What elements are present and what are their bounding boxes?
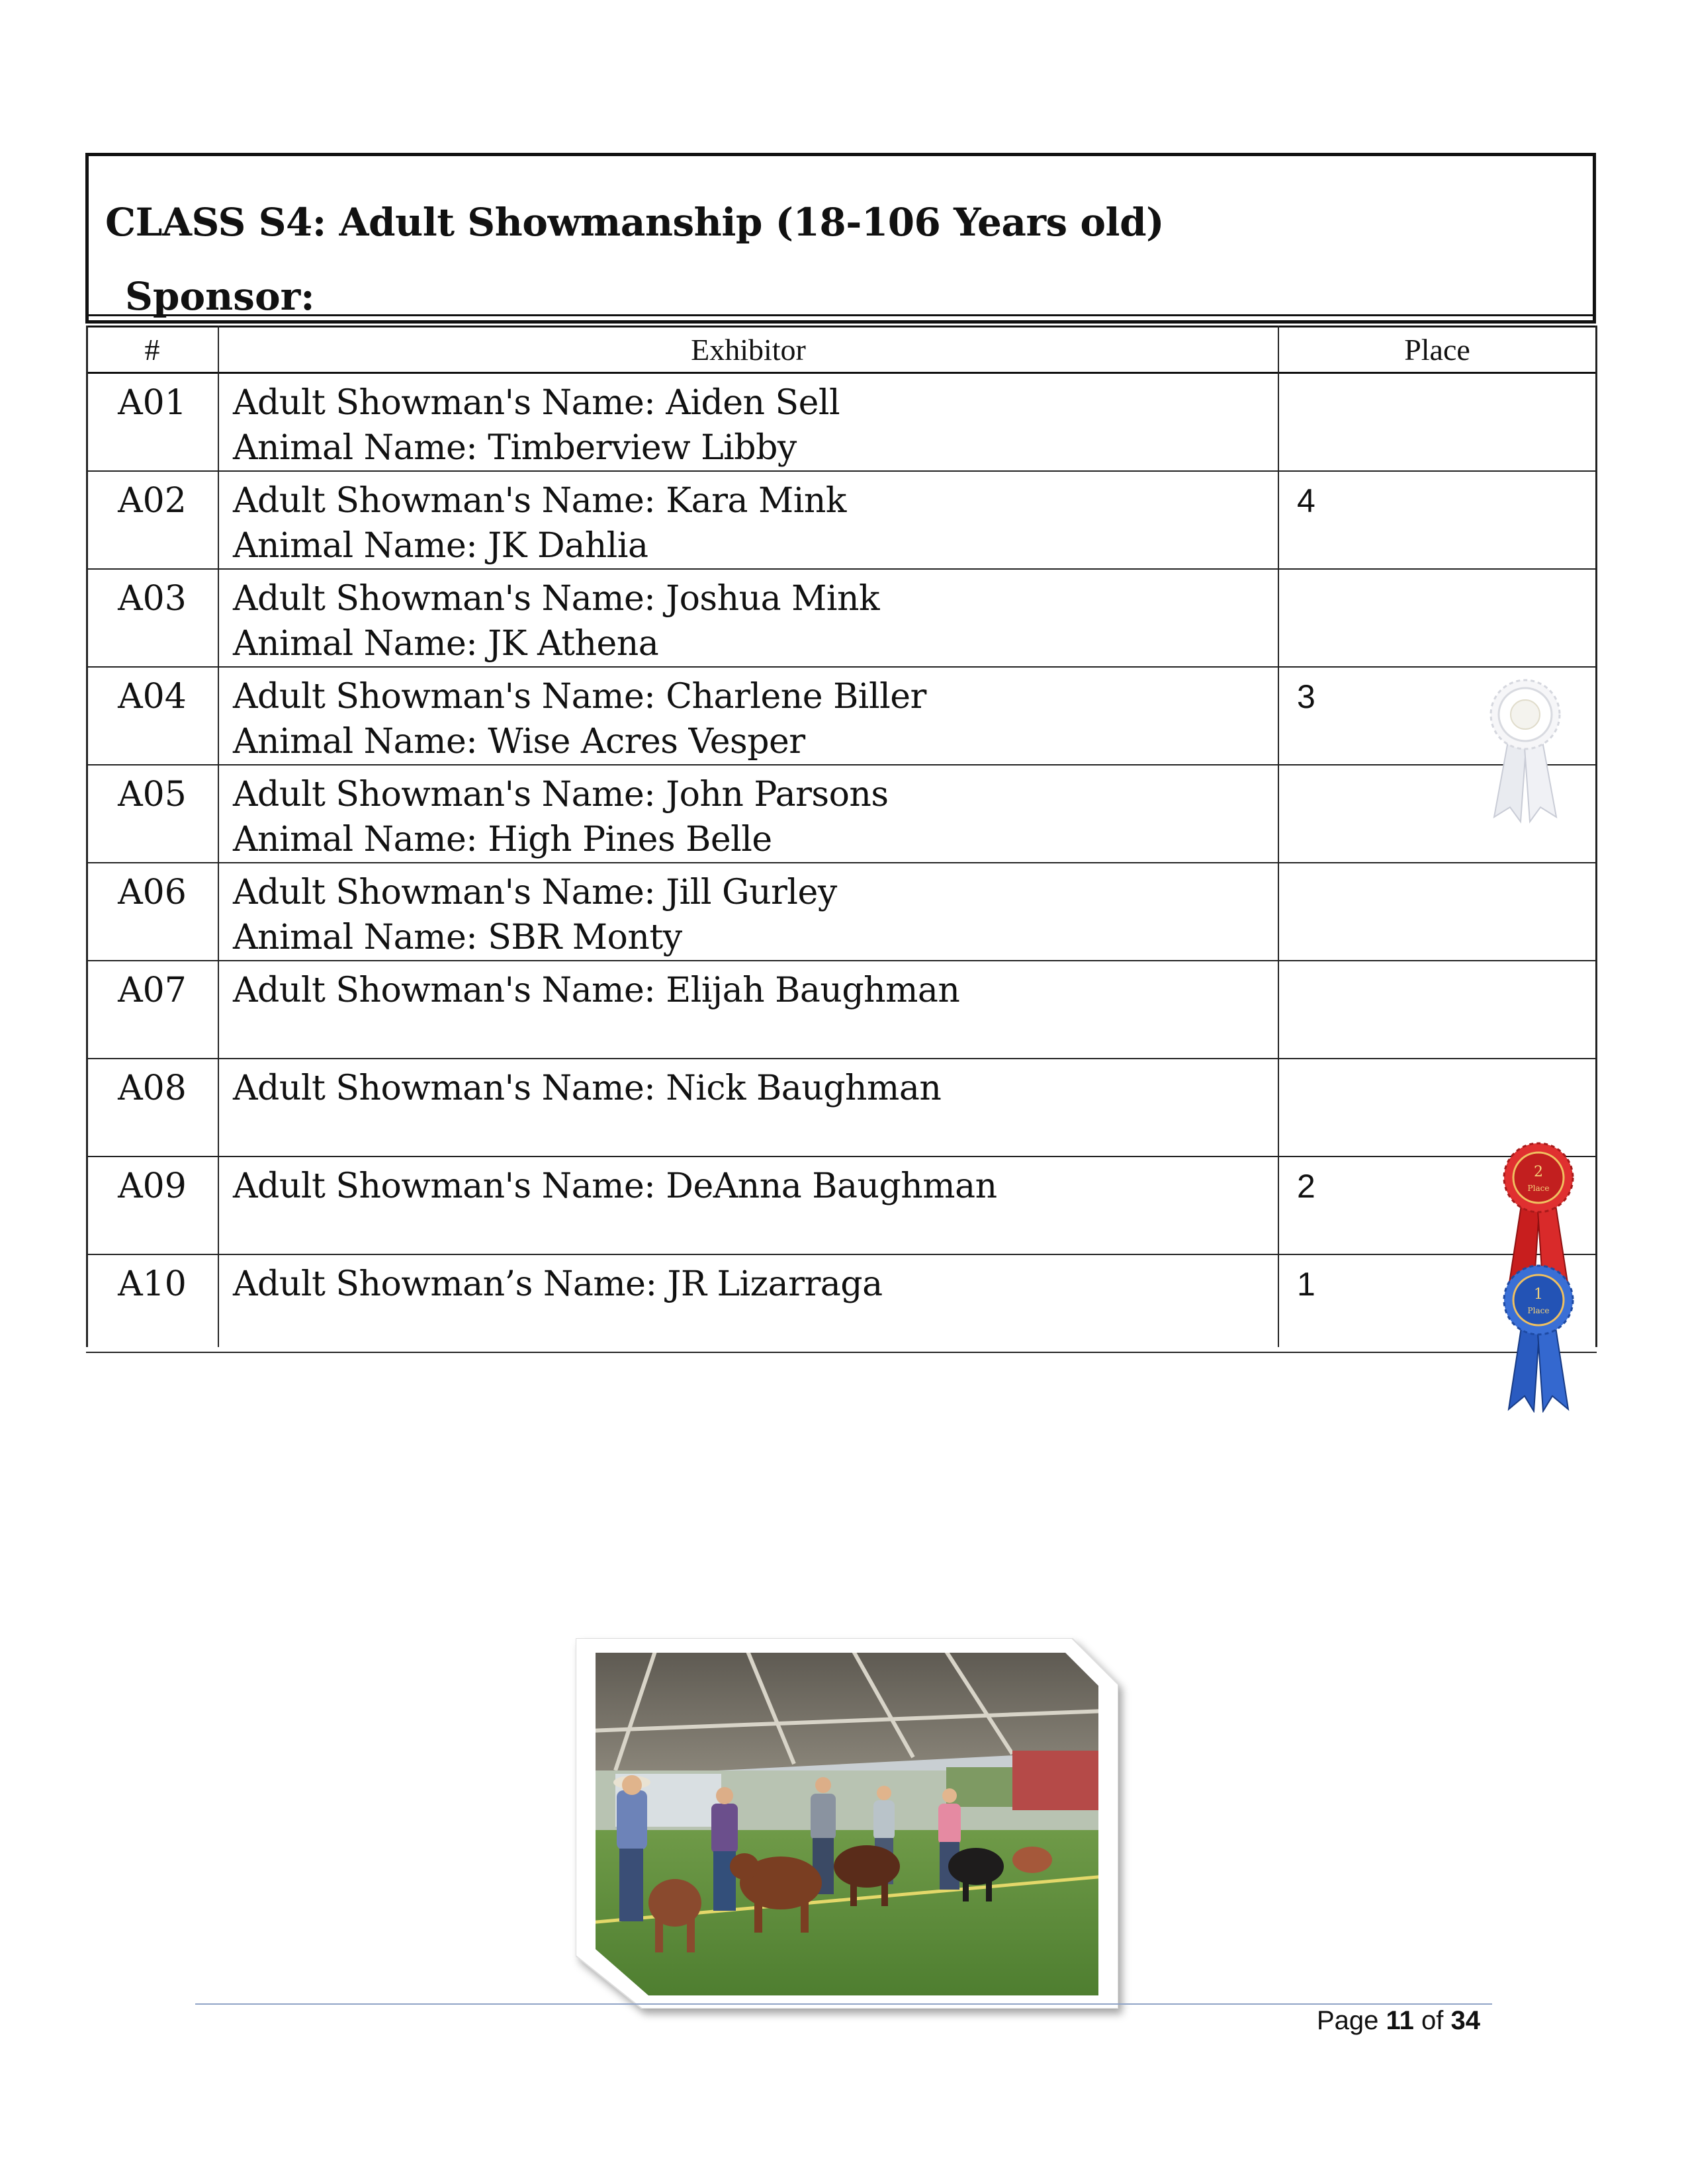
column-header-number: #: [144, 333, 160, 367]
exhibitor-cell: [233, 576, 879, 666]
ribbon-first-caption: Place: [1527, 1306, 1550, 1315]
showman-name: Adult Showman's Name: Kara Mink: [233, 481, 846, 521]
exhibitor-cell: [233, 674, 926, 764]
table-header-row: [86, 326, 1596, 374]
current-page: 11: [1386, 2006, 1414, 2035]
exhibitor-cell: [233, 870, 837, 960]
animal-name: Animal Name: Wise Acres Vesper: [233, 722, 805, 762]
table-row: [86, 472, 1597, 570]
first-place-ribbon-icon: [1495, 1260, 1581, 1413]
showmanship-photo: [576, 1638, 1118, 2009]
showman-name: Adult Showman's Name: Joshua Mink: [233, 579, 879, 619]
table-row: [86, 765, 1597, 863]
ribbon-first-number: 1: [1534, 1286, 1543, 1303]
animal-name: Animal Name: JK Dahlia: [233, 526, 648, 566]
showman-name: Adult Showman's Name: Aiden Sell: [233, 383, 840, 423]
place-value: 2: [1297, 1168, 1315, 1205]
entry-number: A07: [118, 971, 187, 1010]
table-border-right: [1595, 326, 1597, 1347]
table-row: [86, 1059, 1597, 1157]
showman-name: Adult Showman's Name: DeAnna Baughman: [233, 1166, 997, 1206]
class-header-box: [85, 153, 1596, 324]
animal-name: Animal Name: SBR Monty: [233, 918, 682, 957]
entry-number: A05: [118, 775, 187, 814]
entry-number: A04: [118, 677, 187, 717]
sponsor-label: Sponsor:: [125, 274, 315, 319]
class-title: CLASS S4: Adult Showmanship (18-106 Years old): [105, 200, 1165, 245]
entry-number: A06: [118, 873, 187, 912]
third-place-ribbon-icon: [1482, 675, 1568, 827]
page-prefix: Page: [1317, 2006, 1379, 2035]
animal-name: Animal Name: JK Athena: [233, 624, 659, 664]
exhibitor-cell: [233, 1066, 941, 1111]
animal-name: Animal Name: Timberview Libby: [233, 428, 797, 468]
exhibitor-cell: [233, 1164, 997, 1209]
exhibitor-cell: [233, 478, 846, 568]
table-row: [86, 668, 1597, 765]
entries-table: [86, 374, 1597, 1353]
table-row: [86, 570, 1597, 668]
entry-number: A08: [118, 1069, 187, 1108]
table-border-left: [86, 326, 88, 1347]
exhibitor-cell: [233, 968, 959, 1013]
place-value: 4: [1297, 482, 1315, 519]
entry-number: A10: [118, 1264, 187, 1304]
footer-divider: [195, 2003, 1492, 2005]
showman-name: Adult Showman's Name: Charlene Biller: [233, 677, 926, 717]
place-value: 1: [1297, 1266, 1315, 1303]
showman-name: Adult Showman's Name: John Parsons: [233, 775, 889, 814]
column-header-place: Place: [1404, 333, 1470, 367]
exhibitor-cell: [233, 380, 840, 470]
showman-name: Adult Showman’s Name: JR Lizarraga: [233, 1264, 883, 1304]
table-row: [86, 863, 1597, 961]
total-pages: 34: [1450, 2006, 1480, 2035]
entry-number: A02: [118, 481, 187, 521]
entry-number: A09: [118, 1166, 187, 1206]
ribbon-second-caption: Place: [1527, 1184, 1550, 1193]
ribbon-second-number: 2: [1534, 1164, 1543, 1180]
page-separator: of: [1421, 2006, 1444, 2035]
header-divider: [89, 314, 1593, 316]
column-header-exhibitor: Exhibitor: [691, 333, 806, 367]
table-row: [86, 1255, 1597, 1353]
place-value: 3: [1297, 678, 1315, 715]
showman-name: Adult Showman's Name: Nick Baughman: [233, 1069, 942, 1108]
page-number: [1317, 2006, 1480, 2036]
showman-name: Adult Showman's Name: Elijah Baughman: [233, 971, 960, 1010]
column-divider: [218, 326, 219, 1347]
showman-name: Adult Showman's Name: Jill Gurley: [233, 873, 837, 912]
entry-number: A03: [118, 579, 187, 619]
exhibitor-cell: [233, 1262, 883, 1307]
table-row: [86, 374, 1597, 472]
column-divider: [1278, 326, 1279, 1347]
table-row: [86, 961, 1597, 1059]
table-row: [86, 1157, 1597, 1255]
animal-name: Animal Name: High Pines Belle: [233, 820, 772, 859]
entry-number: A01: [118, 383, 187, 423]
exhibitor-cell: [233, 772, 889, 862]
